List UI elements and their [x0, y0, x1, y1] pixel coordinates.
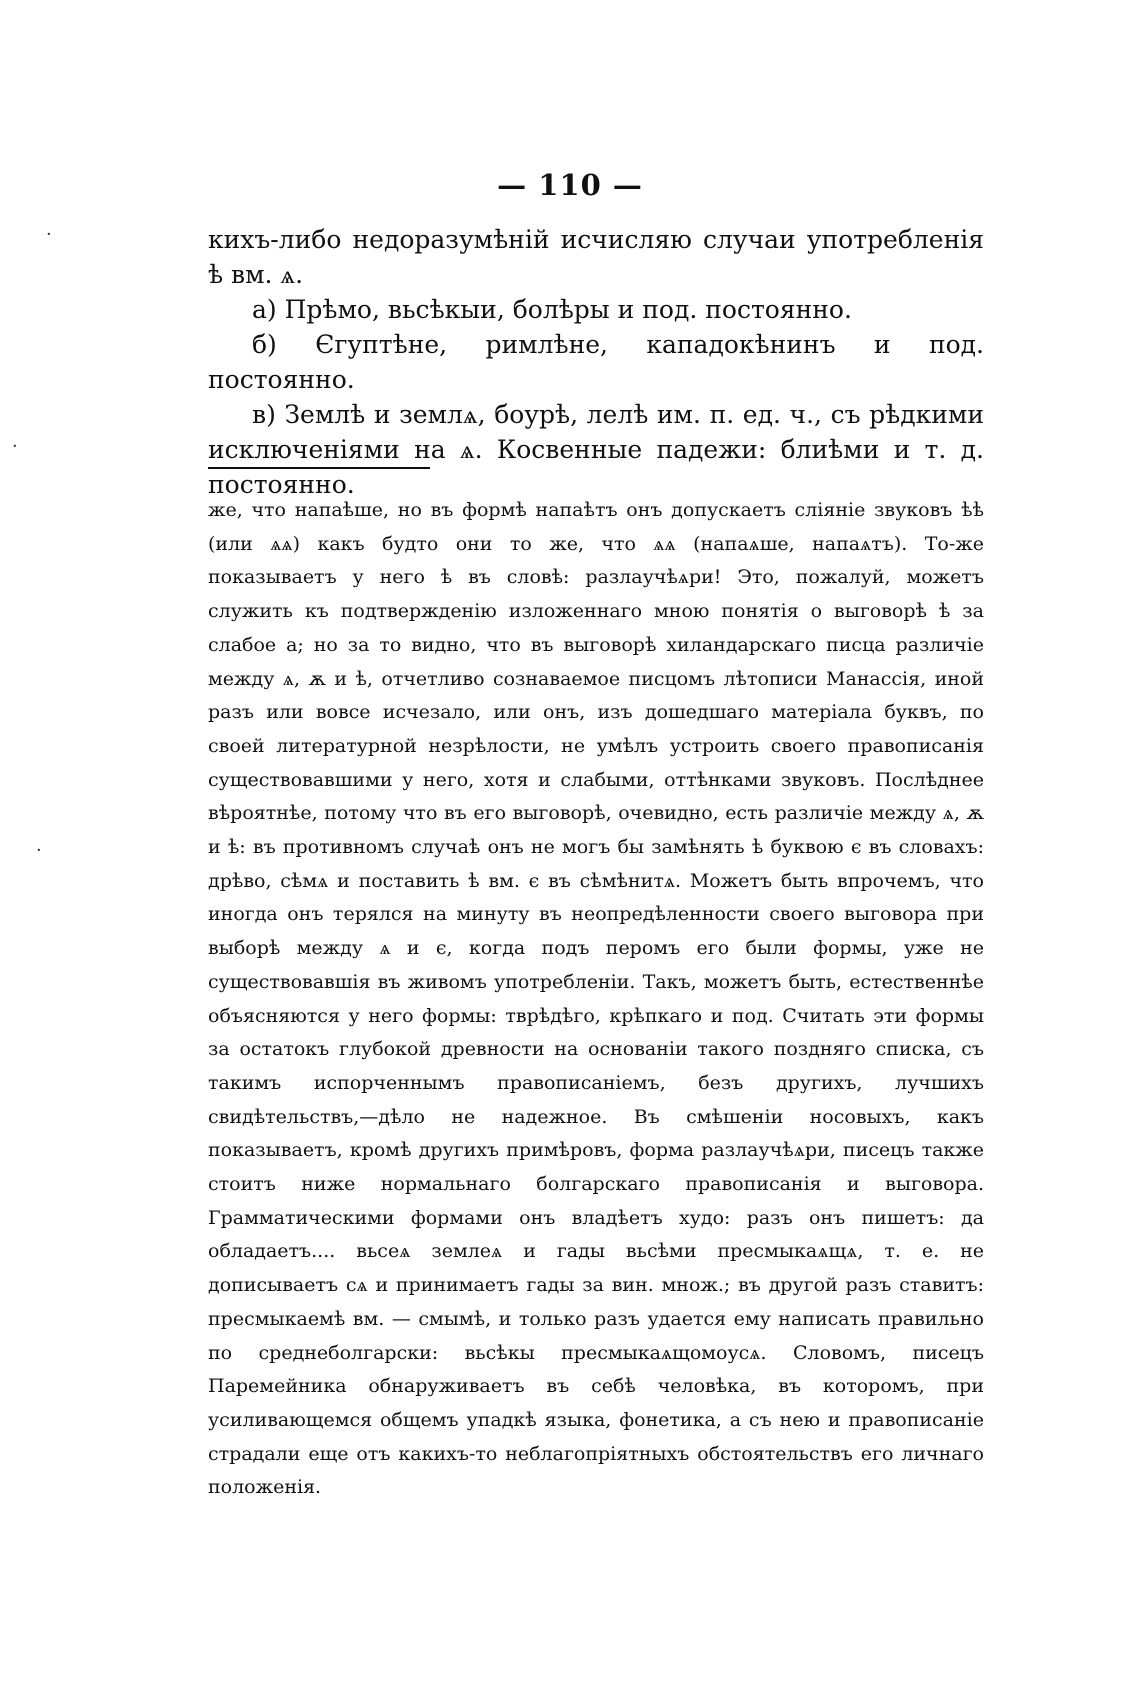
footnote-divider	[208, 467, 430, 469]
list-item-b: б) Єгуптѣне, римлѣне, кападокѣнинъ и под. постоянно.	[208, 330, 984, 394]
ink-speck: ·	[36, 840, 42, 861]
page-number: — 110 —	[497, 168, 643, 202]
paragraph-intro: кихъ-либо недоразумѣній исчисляю случаи употребленія ѣ вм. ѧ.	[208, 225, 984, 289]
list-item-c: в) Землѣ и землѧ, боурѣ, лелѣ им. п. ед. ч., съ рѣдкими исключеніями на ѧ. Косвенные падежи: блиѣми и т. д. постоянно.	[208, 400, 984, 499]
footnote-text: же, что напаѣше, но въ формѣ напаѣтъ онъ допускаетъ сліяніе звуковъ ѣѣ (или ѧѧ) какъ будто они то же, что ѧѧ (напаѧше, напаѧтъ). То-же показываетъ у него ѣ въ словѣ: разлаучѣѧри! Это, пожалуй, можетъ служить къ подтвержденію изложеннаго мною понятія о выговорѣ ѣ за слабое а; но за то видно, что въ выговорѣ хиландарскаго писца различіе между ѧ, ѫ и ѣ, отчетливо сознаваемое писцомъ лѣтописи Манассія, иной разъ или вовсе исчезало, или онъ, изъ дошедшаго матеріала буквъ, по своей литературной незрѣлости, не умѣлъ устроить своего правописанія существовавшими у него, хотя и слабыми, оттѣнками звуковъ. Послѣднее вѣроятнѣе, потому что въ его выговорѣ, очевидно, есть различіе между ѧ, ѫ и ѣ: въ противномъ случаѣ онъ не могъ бы замѣнять ѣ буквою є въ словахъ: дрѣво, сѣмѧ и поставить ѣ вм. є въ сѣмѣнитѧ. Можетъ быть впрочемъ, что иногда онъ терялся на минуту въ неопредѣленности своего выговора при выборѣ между ѧ и є, когда подъ перомъ его были формы, уже не существовавшія въ живомъ употребленіи. Такъ, можетъ быть, естественнѣе объясняются у него формы: тврѣдѣго, крѣпкаго и под. Считать эти формы за остатокъ глубокой древности на основаніи такого поздняго списка, съ такимъ испорченнымъ правописаніемъ, безъ другихъ, лучшихъ свидѣтельствъ,—дѣло не надежное. Въ смѣшеніи носовыхъ, какъ показываетъ, кромѣ другихъ примѣровъ, форма разлаучѣѧри, писецъ также стоитъ ниже нормальнаго болгарскаго правописанія и выговора. Грамматическими формами онъ владѣетъ худо: разъ онъ пишетъ: да обладаетъ.... вьсеѧ землеѧ и гады вьсѣми пресмыкаѧщѧ, т. е. не дописываетъ сѧ и принимаетъ гады за вин. множ.; въ другой разъ ставитъ: пресмыкаемѣ вм. — смымѣ, и только разъ удается ему написать правильно по среднеболгарски: вьсѣкы пресмыкаѧщомоусѧ. Словомъ, писецъ Паремейника обнаруживаетъ въ себѣ человѣка, въ которомъ, при усиливающемся общемъ упадкѣ языка, фонетика, а съ нею и правописаніе страдали еще отъ какихъ-то неблагопріятныхъ обстоятельствъ его личнаго положенія.	[208, 499, 984, 1499]
list-item-a: а) Прѣмо, вьсѣкыи, болѣры и под. постоянно.	[252, 295, 852, 324]
ink-speck: ·	[46, 224, 52, 245]
main-text	[208, 222, 984, 502]
ink-speck: ·	[12, 436, 18, 457]
